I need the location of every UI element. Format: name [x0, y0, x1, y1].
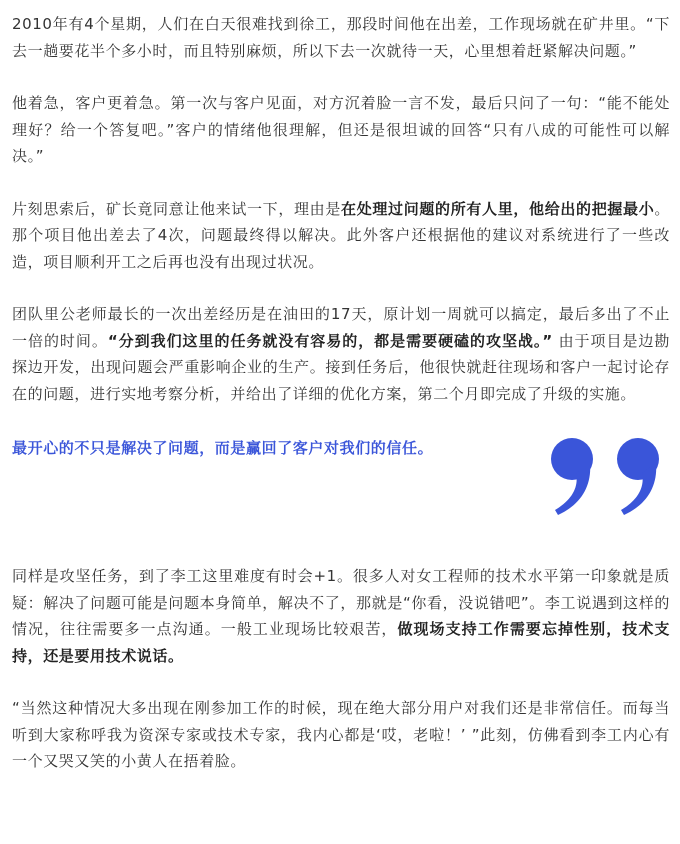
paragraph-4 [12, 301, 670, 407]
paragraph-2 [12, 90, 670, 170]
body-text: 团队里公老师最长的一次出差经历是在油田的17天，原计划一周就可以搞定，最后多出了不止一倍的时间。 [12, 305, 670, 350]
body-text: “当然这种情况大多出现在刚参加工作的时候，现在绝大部分用户对我们还是非常信任。而每当听到大家称呼我为资深专家或技术专家，我内心都是‘哎，老啦！’ ”此刻，仿佛看到李工内心有一个又哭又笑的小黄人在捂着脸。 [12, 699, 670, 770]
paragraph-1 [12, 11, 670, 64]
body-text: 2010年有4个星期，人们在白天很难找到徐工，那段时间他在出差，工作现场就在矿井里。“下去一趟要花半个多小时，而且特别麻烦，所以下去一次就待一天，心里想着赶紧解决问题。” [12, 15, 670, 60]
closing-quote-icon [546, 435, 672, 517]
body-text: 同样是攻坚任务，到了李工这里难度有时会+1。很多人对女工程师的技术水平第一印象就是质疑：解决了问题可能是问题本身简单，解决不了，那就是“你看，没说错吧”。李工说遇到这样的情况，往往需要多一点沟通。一般工业现场比较艰苦， [12, 567, 670, 638]
paragraph-3 [12, 196, 670, 276]
body-text: 片刻思索后，矿长竟同意让他来试一下，理由是 [12, 199, 342, 218]
body-text: 由于项目是边勘探边开发，出现问题会严重影响企业的生产。接到任务后，他很快就赶往现场和客户一起讨论存在的问题，进行实地考察分析，并给出了详细的优化方案，第二个月即完成了升级的实施。 [12, 331, 670, 403]
body-text: 。那个项目他出差去了4次，问题最终得以解决。此外客户还根据他的建议对系统进行了一些改造，项目顺利开工之后再也没有出现过状况。 [12, 199, 670, 271]
emphasis-text: 做现场支持工作需要忘掉性别，技术支持，还是要用技术说话。 [12, 620, 670, 665]
paragraph-6 [12, 695, 670, 775]
pull-quote [12, 433, 670, 525]
article-body [12, 11, 670, 801]
pull-quote-text: 最开心的不只是解决了问题，而是赢回了客户对我们的信任。 [12, 439, 434, 457]
body-text: 他着急，客户更着急。第一次与客户见面，对方沉着脸一言不发，最后只问了一句：“能不能处理好？给一个答复吧。”客户的情绪他很理解，但还是很坦诚的回答“只有八成的可能性可以解决。” [12, 94, 670, 165]
paragraph-5 [12, 563, 670, 669]
emphasis-text: 在处理过问题的所有人里，他给出的把握最小 [341, 199, 655, 218]
emphasis-text: “分到我们这里的任务就没有容易的，都是需要硬磕的攻坚战。” [107, 331, 553, 350]
